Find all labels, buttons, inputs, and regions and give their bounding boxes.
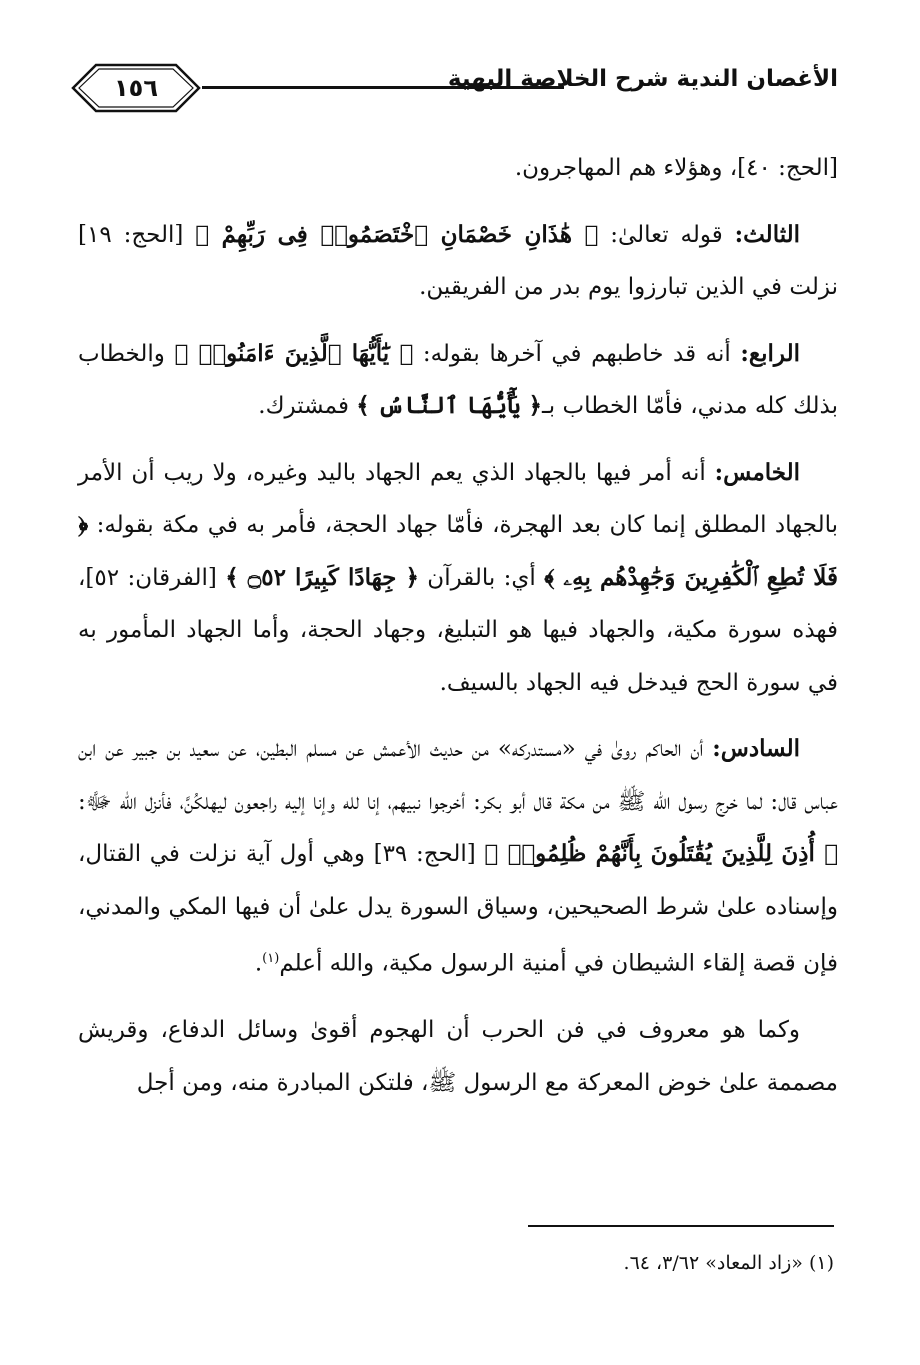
body-text (78, 142, 838, 1123)
paragraph-text: والخطاب بذلك كله مدني، فأمّا الخطاب بـ (78, 340, 838, 419)
paragraph-text: أنه أمر فيها بالجهاد الذي يعم الجهاد باليد وغيره، ولا ريب أن الأمر بالجهاد المطلق إنما كان بعد الهجرة، فأمّا جهاد الحجة، فأمر به في مكة بقوله: (78, 459, 839, 538)
page-header (70, 62, 838, 114)
paragraph-text: فمشترك. (258, 393, 349, 419)
running-title: الأغصان الندية شرح الخلاصة البهية (447, 66, 838, 92)
paragraph-lead: الخامس: (714, 458, 801, 486)
paragraph-sixth (78, 723, 838, 990)
paragraph-text: . (254, 950, 263, 977)
paragraph-third (78, 209, 838, 314)
page-number-badge (70, 62, 202, 114)
quran-verse: ﴿ أُذِنَ لِلَّذِينَ يُقَٰتَلُونَ بِأَنَّهُمْ ظُلِمُوا۟ ﴾ (484, 840, 839, 867)
footnote-marker: (١) (262, 951, 280, 966)
page-number: ١٥٦ (114, 74, 158, 102)
paragraph-lead: الثالث: (734, 220, 801, 248)
paragraph-continuation: [الحج: ٤٠]، وهؤلاء هم المهاجرون. (514, 155, 838, 181)
paragraph-lead: الرابع: (740, 339, 800, 367)
paragraph-text: أنه قد خاطبهم في آخرها بقوله: (422, 340, 731, 367)
quran-verse: ﴿ هَٰذَانِ خَصْمَانِ ٱخْتَصَمُوا۟ فِى رَبِّهِمْ ﴾ (195, 220, 599, 248)
paragraph-text: أن الحاكم روىٰ في «مستدركه» من حديث الأعمش عن مسلم البطين، عن سعيد بن جبير عن ابن عباس قال: لما خرج رسول الله ﷺ من مكة قال أبو بكر: أخرجوا نبيهم، إنا لله وإنا إليه راجعون ليهلكُنَّ، فأنزل الله ﷻ: (78, 736, 838, 815)
paragraph-text: أي: بالقرآن (427, 564, 536, 591)
quran-verse: ﴿ فَلَا تُطِعِ ٱلْكَٰفِرِينَ وَجَٰهِدْهُم بِهِۦ ﴾ (78, 511, 838, 591)
paragraph-fourth (78, 328, 838, 433)
paragraph-closing: وكما هو معروف في فن الحرب أن الهجوم أقوىٰ وسائل الدفاع، وقريش مصممة علىٰ خوض المعركة مع الرسول ﷺ، فلتكن المبادرة منه، ومن أجل (78, 1017, 838, 1096)
paragraph-text: قوله تعالىٰ: (610, 221, 723, 248)
paragraph-lead: السادس: (712, 735, 800, 762)
paragraph-text: [الحج: ١٩] نزلت في الذين تبارزوا يوم بدر من الفريقين. (78, 221, 838, 300)
paragraph-text: [الحج: ٣٩] وهي أول آية نزلت في القتال، وإسناده علىٰ شرط الصحيحين، وسياق السورة يدل علىٰ أن فيها المكي والمدني، فإن قصة إلقاء الشيطان في أمنية الرسول مكية، والله أعلم (78, 841, 838, 977)
paragraph-text: [الفرقان: ٥٢]، فهذه سورة مكية، والجهاد فيها هو التبليغ، وجهاد الحجة، وأما الجهاد المأمور به في سورة الحج فيدخل فيه الجهاد بالسيف. (78, 564, 838, 696)
quran-verse: ﴿ جِهَادًا كَبِيرًا ۝٥٢ ﴾ (225, 563, 419, 591)
quran-verse: ﴿ يَٰٓأَيُّهَا ٱلَّذِينَ ءَامَنُوا۟ ﴾ (174, 339, 414, 367)
footnote: (١) «زاد المعاد» ٣/٦٢، ٦٤. (623, 1252, 834, 1274)
paragraph-fifth (78, 447, 838, 710)
footnote-rule (528, 1225, 834, 1227)
quran-verse: ﴿ يَٰٓأَيُّهَا ٱلنَّاسُ ﴾ (356, 392, 543, 419)
